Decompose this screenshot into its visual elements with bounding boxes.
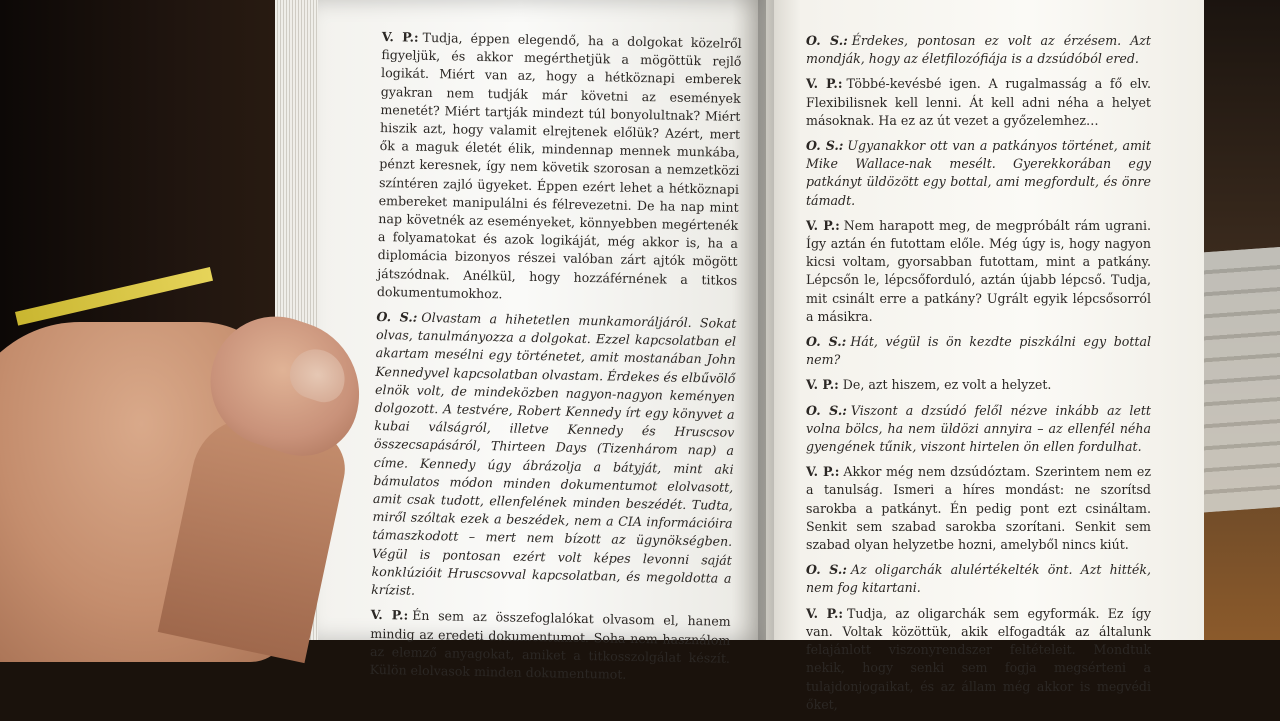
paragraph — [806, 32, 1151, 68]
paragraph — [806, 333, 1151, 369]
paragraph — [806, 376, 1151, 394]
speaker-label: V. P.: — [381, 28, 419, 45]
speaker-label: V. P.: — [806, 605, 843, 621]
paragraph — [806, 137, 1151, 210]
paragraph — [370, 606, 731, 686]
speaker-label: V. P.: — [806, 464, 840, 480]
paragraph-text: Ugyanakkor ott van a patkányos történet, amit Mike Wallace-nak mesélt. Gyerekkorában egy patkányt üldözött egy bottal, ami megfordult, és önre támadt. — [806, 138, 1151, 208]
paragraph-text: De, azt hiszem, ez volt a helyzet. — [842, 377, 1052, 393]
paragraph — [806, 605, 1151, 714]
speaker-label: O. S.: — [806, 334, 847, 350]
paragraph — [377, 28, 742, 308]
speaker-label: O. S.: — [806, 138, 844, 154]
speaker-label: O. S.: — [806, 562, 847, 578]
paragraph — [806, 217, 1151, 326]
speaker-label: V. P.: — [370, 607, 409, 623]
paragraph-text: Viszont a dzsúdó felől nézve inkább az lett volna bölcs, ha nem üldözi annyira – az ellenfél néha gyengének tűnik, viszont hirtelen ön ellen fordulhat. — [806, 402, 1151, 455]
paragraph-text: Tudja, az oligarchák sem egyformák. Ez így van. Voltak közöttük, akik elfogadták az általunk felajánlott viszonyrendszer feltételeit. Mondtuk nekik, hogy senki sem fogja megsérteni a tulajdonjogaikat, és az állam még akkor is megvédi őket, — [806, 605, 1151, 712]
book-gutter — [758, 0, 774, 640]
speaker-label: V. P.: — [806, 217, 840, 233]
right-page-text — [806, 32, 1151, 721]
paragraph-text: Hát, végül is ön kezdte piszkálni egy bottal nem? — [806, 334, 1152, 368]
speaker-label: O. S.: — [376, 308, 418, 325]
paragraph-text: Én sem az összefoglalókat olvasom el, hanem mindig az eredeti dokumentumot. Soha nem használom az elemző anyagokat, amiket a titkosszolgálat készít. Külön elolvasok minden dokumentumot. — [369, 607, 731, 682]
speaker-label: V. P.: — [806, 377, 839, 393]
speaker-label: O. S.: — [806, 402, 847, 418]
paragraph-text: Az oligarchák alulértékelték önt. Azt hitték, nem fog kitartani. — [806, 562, 1151, 596]
paragraph-text: Érdekes, pontosan ez volt az érzésem. Azt mondják, hogy az életfilozófiája is a dzsúdóból ered. — [806, 33, 1151, 67]
paragraph-text: Olvastam a hihetetlen munkamoráljáról. Sokat olvas, tanulmányozza a dolgokat. Ezzel kapcsolatban el akartam mesélni egy történetet, amit mostanában John Kennedyvel kapcsolatban olvastam. Érdekes és elbűvölő elnök volt, de mindeközben nagyon-nagyon keményen dolgozott. A testvére, Robert Kennedy írt egy könyvet a kubai válságról, illetve Kennedy és Hruscsov összecsapásáról, Thirteen Days (Tizenhárom nap) a címe. Kennedy úgy ábrázolja a bátyját, mint aki bámulatos módon minden dokumentumot elolvasott, amit csak tudott, ellenfelének minden beszédét. Tudta, miről szóltak ezek a beszédek, nem a CIA információira támaszkodott – mert nem bízott az ügynökségben. Végül is pontosan ezért volt képes levonni saját konklúzióit Hruscsovval kapcsolatban, és megoldotta a krízist. — [371, 309, 737, 598]
speaker-label: O. S.: — [806, 33, 848, 48]
paragraph-text: Akkor még nem dzsúdóztam. Szerintem nem ez a tanulság. Ismeri a híres mondást: ne szorítsd sarokba a patkányt. Én pedig pont ezt csináltam. Senkit sem szabad sarokba szorítani. Senkit sem szabad olyan helyzetbe hozni, amelyből nincs kiút. — [806, 464, 1151, 553]
paragraph — [806, 463, 1151, 554]
paragraph-text: Többé-kevésbé igen. A rugalmasság a fő elv. Flexibilisnek kell lenni. Át kell adni néha a helyet másoknak. Ha ez az út vezet a győzelemhez… — [806, 76, 1151, 128]
paragraph — [371, 308, 737, 606]
paragraph-text: Tudja, éppen elegendő, ha a dolgokat közelről figyeljük, és akkor megérthetjük a mögöttük rejlő logikát. Miért van az, hogy a hétköznapi emberek gyakran nem tudják már követni az események menetét? Miért tartják mindezt túl bonyolultnak? Miért hiszik azt, hogy valamit elrejtenek előlük? Azért, mert ők a maguk életét élik, mindennap mennek munkába, pénzt keresnek, így nem követik szorosan a nemzetközi színtéren zajló ügyeket. Éppen ezért lehet a hétköznapi embereket manipulálni és félrevezetni. De ha nap mint nap követnék az eseményeket, könnyebben megértenék a folyamatokat és azok logikáját, még akkor is, ha a diplomácia bizonyos részei valóban zárt ajtók mögött játszódnak. Anélkül, hogy hozzáférnének a titkos dokumentumokhoz. — [376, 29, 742, 302]
speaker-label: V. P.: — [806, 76, 843, 92]
paragraph-text: Nem harapott meg, de megpróbált rám ugrani. Így aztán én futottam előle. Még úgy is, hogy nagyon kicsi voltam, gyorsabban futottam, mint a patkány. Lépcsőn le, lépcsőforduló, aztán újabb lépcső. Tudja, mit csinált erre a patkány? Ugrált egyik lépcsősorról a másikra. — [806, 217, 1151, 324]
paragraph — [806, 561, 1151, 597]
left-page-text — [369, 28, 742, 693]
keyboard — [1195, 247, 1280, 513]
paragraph — [806, 75, 1151, 130]
paragraph — [806, 402, 1151, 457]
